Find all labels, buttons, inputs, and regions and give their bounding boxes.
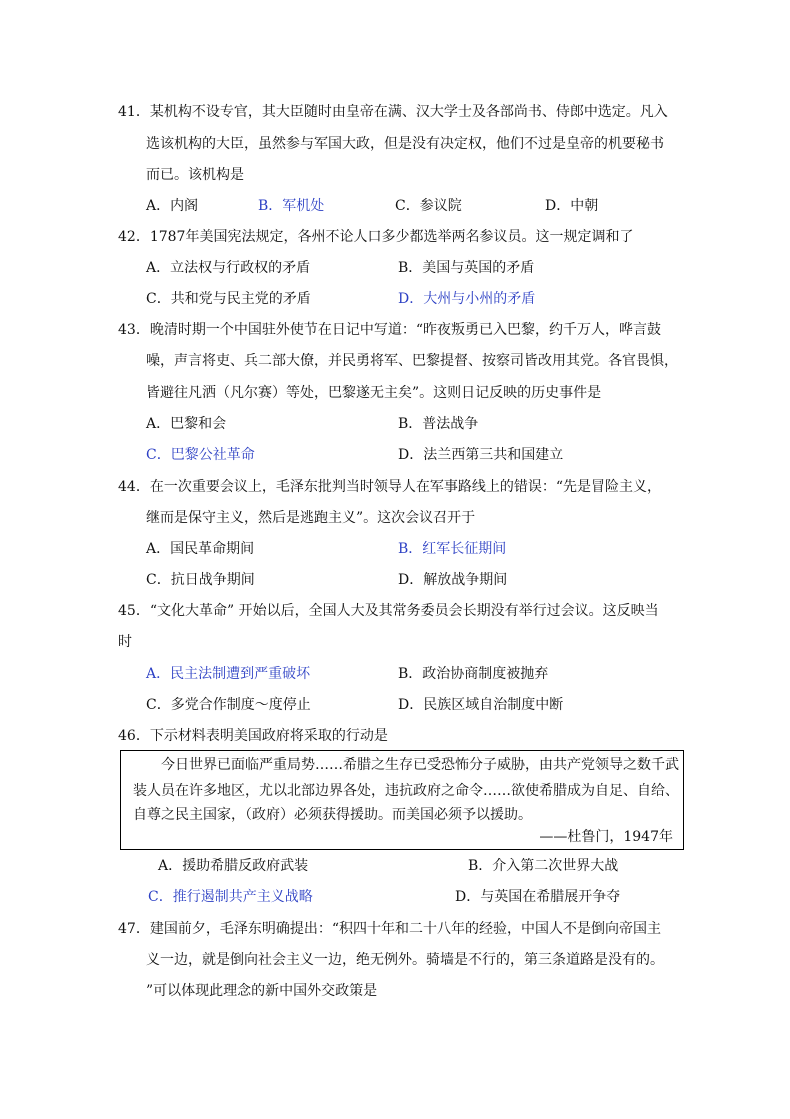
q44-option-d: D．解放战争期间	[398, 572, 508, 588]
q45-option-d: D．民族区域自治制度中断	[398, 697, 564, 713]
q47-stem-line-1: 47．建国前夕，毛泽东明确提出：“积四十年和二十八年的经验，中国人不是倒向帝国主	[118, 921, 661, 937]
q41-option-a: A．内阁	[146, 198, 199, 214]
q43-option-d: D．法兰西第三共和国建立	[398, 447, 564, 463]
q47-stem-line-3: ”可以体现此理念的新中国外交政策是	[146, 983, 378, 999]
q46-stem-line-1: 46．下示材料表明美国政府将采取的行动是	[118, 728, 388, 744]
q43-stem-line-1: 43．晚清时期一个中国驻外使节在日记中写道：“昨夜叛勇已入巴黎，约千万人，哗言鼓	[118, 322, 661, 338]
q42-option-c: C．共和党与民主党的矛盾	[146, 291, 311, 307]
q45-option-a-answer: A．民主法制遭到严重破坏	[146, 666, 311, 682]
q46-option-a: A．援助希腊反政府武装	[158, 858, 309, 874]
q46-material-line-2: 装人员在许多地区，尤以北部边界各处，违抗政府之命令……欲使希腊成为自足、自给、	[133, 783, 679, 799]
q42-option-a: A．立法权与行政权的矛盾	[146, 260, 311, 276]
q41-stem-line-1: 41．某机构不设专官，其大臣随时由皇帝在满、汉大学士及各部尚书、侍郎中选定。凡入	[118, 104, 668, 120]
q42-stem-line-1: 42．1787年美国宪法规定，各州不论人口多少都选举两名参议员。这一规定调和了	[118, 229, 634, 245]
q46-material-source: ——杜鲁门，1947年	[539, 829, 673, 845]
q45-option-b: B．政治协商制度被抛弃	[398, 666, 549, 682]
q43-stem-line-2: 噪，声言将吏、兵二部大僚，并民勇将军、巴黎提督、按察司皆改用其党。各官畏惧，	[146, 353, 678, 369]
q41-option-b-answer: B．军机处	[258, 198, 325, 214]
q41-stem-line-2: 选该机构的大臣，虽然参与军国大政，但是没有决定权，他们不过是皇帝的机要秘书	[146, 136, 664, 152]
q44-option-c: C．抗日战争期间	[146, 572, 255, 588]
q43-option-b: B．普法战争	[398, 416, 479, 432]
q46-material-line-3: 自尊之民主国家，（政府）必须获得援助。而美国必须予以援助。	[133, 807, 532, 823]
q46-option-b: B．介入第二次世界大战	[468, 858, 619, 874]
q42-option-d-answer: D．大州与小州的矛盾	[398, 291, 536, 307]
q42-option-b: B．美国与英国的矛盾	[398, 260, 535, 276]
q44-option-a: A．国民革命期间	[146, 541, 255, 557]
q46-option-c-answer: C．推行遏制共产主义战略	[148, 889, 313, 905]
q43-stem-line-3: 皆避往凡洒（凡尔赛）等处，巴黎遂无主矣”。这则日记反映的历史事件是	[146, 385, 602, 401]
q45-stem-line-2: 时	[118, 634, 132, 650]
q45-option-c: C．多党合作制度～度停止	[146, 697, 311, 713]
q46-material-line-1: 今日世界已面临严重局势……希腊之生存已受恐怖分子威胁，由共产党领导之数千武	[161, 757, 679, 773]
q47-stem-line-2: 义一边，就是倒向社会主义一边，绝无例外。骑墙是不行的，第三条道路是没有的。	[146, 952, 664, 968]
q46-option-d: D．与英国在希腊展开争夺	[455, 889, 621, 905]
q44-stem-line-2: 继而是保守主义，然后是逃跑主义”。这次会议召开于	[146, 510, 476, 526]
q43-option-c-answer: C．巴黎公社革命	[146, 447, 255, 463]
q41-stem-line-3: 而已。该机构是	[146, 167, 244, 183]
q41-option-c: C．参议院	[395, 198, 462, 214]
q45-stem-line-1: 45．“文化大革命” 开始以后，全国人大及其常务委员会长期没有举行过会议。这反映当	[118, 603, 659, 619]
q44-stem-line-1: 44．在一次重要会议上，毛泽东批判当时领导人在军事路线上的错误：“先是冒险主义，	[118, 479, 661, 495]
q44-option-b-answer: B．红军长征期间	[398, 541, 507, 557]
q43-option-a: A．巴黎和会	[146, 416, 227, 432]
q46-material-box	[120, 750, 684, 850]
q41-option-d: D．中朝	[545, 198, 599, 214]
